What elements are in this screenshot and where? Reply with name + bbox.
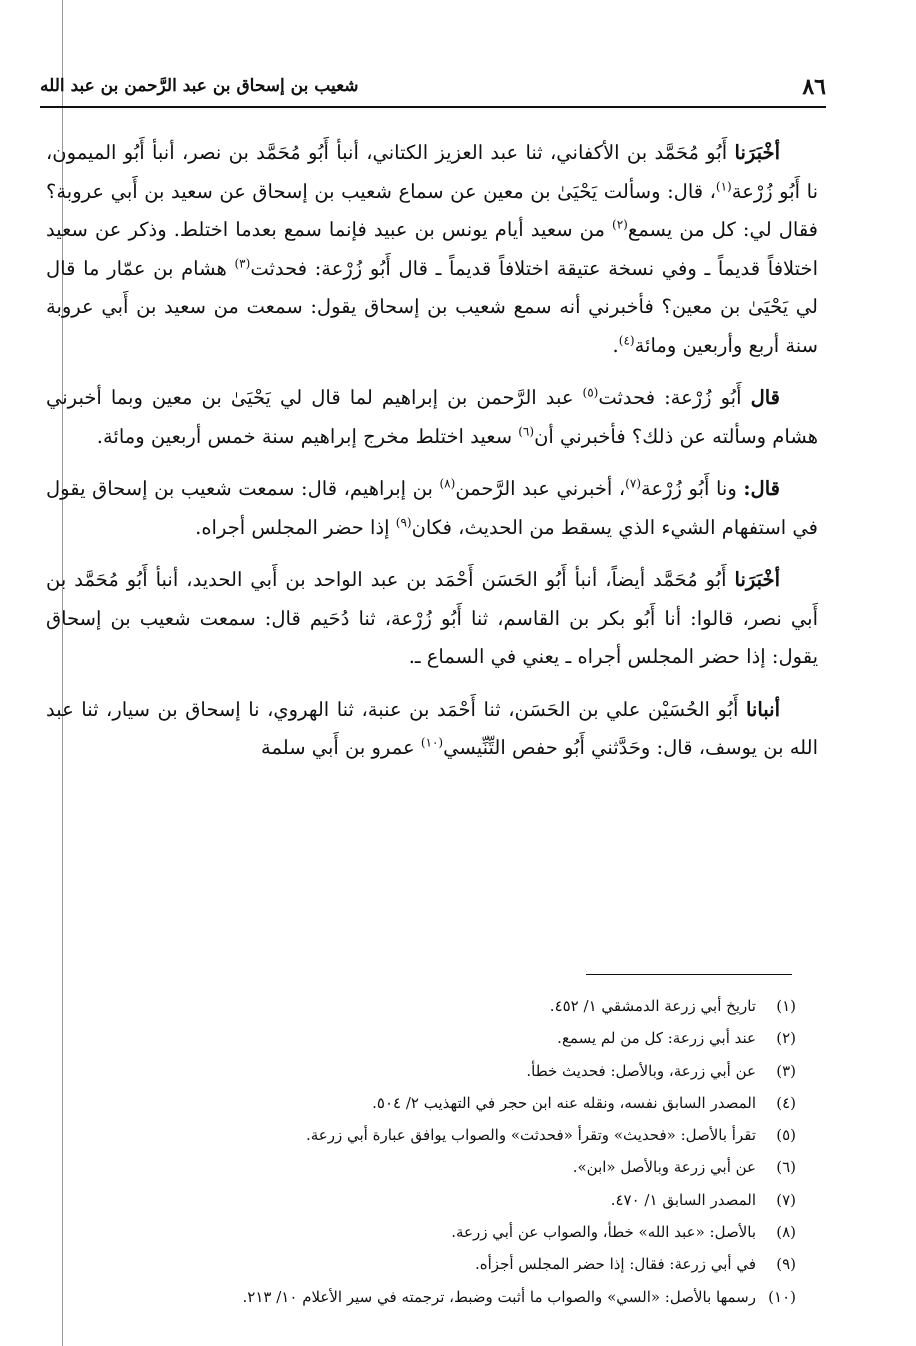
- paragraph-lead: أنبانا: [745, 697, 780, 721]
- footnote-number: (٧): [776, 1190, 796, 1209]
- footnote-text: تقرأ بالأصل: «فحديث» وتقرأ «فحدثت» والصواب يوافق عبارة أبي زرعة.: [305, 1126, 756, 1145]
- footnote-text: رسمها بالأصل: «السي» والصواب ما أثبت وضبط، ترجمته في سير الأعلام ١٠/ ٢١٣.: [242, 1287, 756, 1306]
- footnote-item: [120, 1055, 796, 1087]
- paragraph-5: [46, 691, 818, 768]
- footnote-rule: [586, 974, 792, 975]
- page-header: [40, 74, 826, 104]
- footnote-number: (٦): [776, 1158, 796, 1177]
- paragraph-text: ونا أَبُو زُرْعة: [641, 477, 744, 500]
- footnote-number: (٨): [776, 1223, 796, 1242]
- footnote-item: [120, 1119, 796, 1151]
- paragraph-3: [46, 470, 818, 547]
- paragraph-2: [46, 379, 818, 456]
- paragraph-text: أَبُو مُحَمَّد أيضاً، أنبأ أَبُو الحَسَن أَحْمَد بن عبد الواحد بن أَبي الحديد، أنبأ أَبُو مُحَمَّد بن أَبي نصر، قالوا: أنا أَبُو بكر بن القاسم، ثنا أَبُو زُرْعة، ثنا دُحَيم قال: سمعت شعيب بن إسحاق يقول: إذا حضر المجلس أجراه ـ يعني في السماع ـ.: [46, 568, 818, 668]
- paragraph-text: عبد الرَّحمن بن إبراهيم لما قال لي يَحْيَىٰ بن معين وبما أخبرني هشام وسألته عن ذلك؟ فأخبرني أن: [46, 386, 818, 448]
- footnote-ref: (٢): [612, 217, 628, 232]
- footnote-text: تاريخ أبي زرعة الدمشقي ١/ ٤٥٢.: [549, 997, 756, 1015]
- paragraph-text: .: [612, 333, 619, 357]
- paragraph-lead: أخْبَرَنا: [734, 568, 780, 591]
- footnote-number: (٥): [776, 1126, 796, 1145]
- footnote-number: (٣): [776, 1061, 796, 1080]
- paragraph-4: [46, 561, 818, 677]
- main-text: [46, 134, 818, 782]
- footnote-text: المصدر السابق نفسه، ونقله عنه ابن حجر في التهذيب ٢/ ٥٠٤.: [372, 1093, 756, 1112]
- paragraph-text: ، قال: وسألت يَحْيَىٰ بن معين عن سماع شعيب بن إسحاق عن سعيد بن أَبي عروبة؟ فقال لي: كل من يسمع: [46, 179, 819, 241]
- footnote-number: (١٠): [768, 1287, 796, 1306]
- footnote-ref: (١٠): [420, 735, 444, 750]
- footnote-item: [120, 990, 796, 1022]
- page-number: ٨٦: [802, 74, 826, 100]
- footnotes: [120, 990, 796, 1313]
- footnote-ref: (٥): [582, 385, 599, 400]
- footnote-ref: (٣): [234, 256, 251, 270]
- footnote-ref: (٦): [518, 424, 535, 438]
- paragraph-text: هشام بن عمّار ما قال لي يَحْيَىٰ بن معين؟ فأخبرني أنه سمع شعيب بن إسحاق يقول: سمعت من سعيد بن أَبي عروبة سنة أربع وأربعين ومائة: [46, 256, 818, 357]
- footnote-item: [120, 1022, 796, 1054]
- footnote-number: (٤): [776, 1093, 796, 1112]
- footnote-item: [120, 1087, 796, 1119]
- paragraph-text: عمرو بن أَبي سلمة: [261, 736, 421, 759]
- footnote-ref: (٧): [625, 476, 641, 491]
- footnote-ref: (٨): [439, 476, 456, 491]
- footnote-text: عند أبي زرعة: كل من لم يسمع.: [557, 1029, 756, 1048]
- paragraph-lead: قال: [750, 386, 780, 409]
- paragraph-text: إذا حضر المجلس أجراه.: [195, 515, 396, 539]
- footnote-item: [120, 1248, 796, 1280]
- footnote-number: (٢): [776, 1029, 796, 1048]
- footnote-item: [120, 1184, 796, 1216]
- paragraph-text: من سعيد أيام يونس بن عبيد فإنما سمع بعدما اختلط. وذكر عن سعيد اختلافاً قديماً ـ وفي نسخة عتيقة اختلافاً قديماً ـ قال أَبُو زُرْعة: فحدثت: [46, 218, 819, 280]
- paragraph-text: ، أخبرني عبد الرَّحمن: [455, 477, 626, 500]
- footnote-text: في أبي زرعة: فقال: إذا حضر المجلس أجزأه.: [475, 1255, 756, 1274]
- footnote-ref: (٩): [395, 515, 412, 529]
- footnote-text: عن أبي زرعة وبالأصل «ابن».: [572, 1158, 756, 1177]
- footnote-ref: (٤): [618, 333, 635, 347]
- paragraph-lead: أخْبَرَنا: [734, 141, 780, 164]
- footnote-item: [120, 1281, 796, 1313]
- footnote-item: [120, 1216, 796, 1248]
- paragraph-text: أَبُو مُحَمَّد بن الأكفاني، ثنا عبد العزيز الكتاني، أنبأ أَبُو مُحَمَّد بن نصر، أنبأ أَبُو الميمون، نا أَبُو زُرْعة: [46, 141, 819, 203]
- header-rule: [40, 106, 826, 108]
- footnote-text: بالأصل: «عبد الله» خطأ، والصواب عن أبي زرعة.: [451, 1223, 756, 1242]
- footnote-text: عن أبي زرعة، وبالأصل: فحديث خطأ.: [526, 1061, 756, 1080]
- paragraph-text: أَبُو زُرْعة: فحدثت: [598, 386, 751, 409]
- footnote-text: المصدر السابق ١/ ٤٧٠.: [610, 1190, 756, 1209]
- paragraph-1: [46, 134, 818, 365]
- footnote-number: (١): [776, 997, 796, 1015]
- footnote-item: [120, 1151, 796, 1183]
- footnote-number: (٩): [776, 1255, 796, 1274]
- footnote-ref: (١): [715, 179, 732, 193]
- paragraph-lead: قال:: [743, 477, 780, 500]
- paragraph-text: سعيد اختلط مخرج إبراهيم سنة خمس أربعين ومائة.: [96, 424, 519, 448]
- paragraph-text: أَبُو الحُسَيْن علي بن الحَسَن، ثنا أَحْمَد بن عنبة، ثنا الهروي، نا إسحاق بن سيار، ثنا عبد الله بن يوسف، قال: وحَدَّثني أَبُو حفص التِّنِّيسي: [46, 697, 818, 759]
- running-title: شعيب بن إسحاق بن عبد الرَّحمن بن عبد الله: [40, 76, 359, 96]
- paragraph-text: بن إبراهيم، قال: سمعت شعيب بن إسحاق يقول في استفهام الشيء الذي يسقط من الحديث، فكان: [46, 477, 818, 539]
